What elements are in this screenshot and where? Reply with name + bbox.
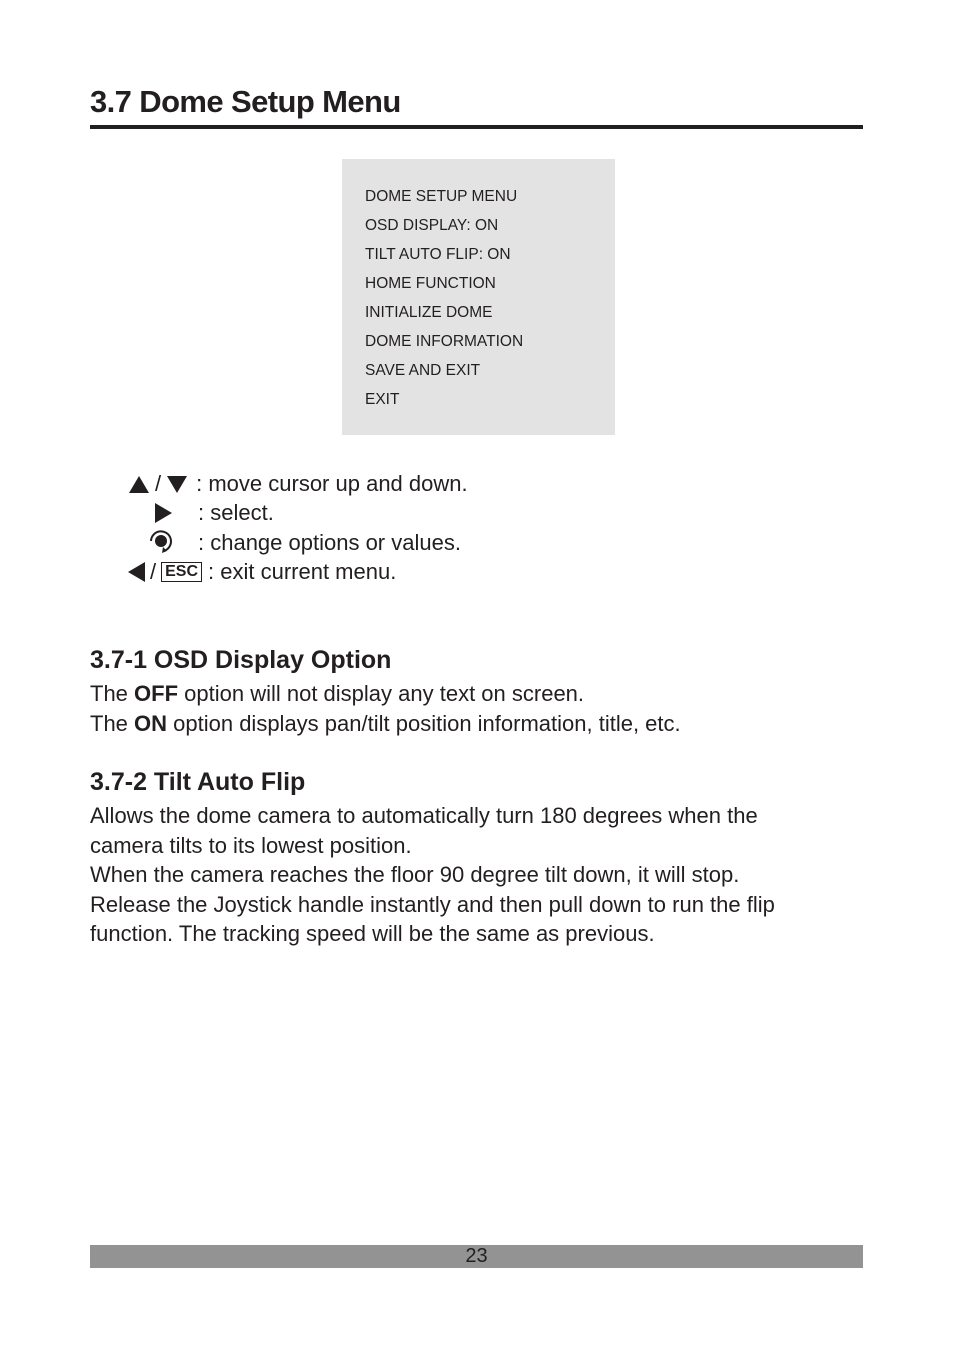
title-divider [90, 125, 863, 129]
arrow-down-icon [167, 476, 187, 493]
osd-menu-item-save-and-exit: SAVE AND EXIT [365, 362, 481, 379]
osd-on-prefix: The [90, 710, 135, 736]
joystick-rotate-icon [146, 529, 176, 557]
esc-key-icon: ESC [161, 562, 202, 582]
arrow-left-icon [128, 562, 145, 582]
page-number: 23 [465, 1245, 488, 1267]
paragraph-line: function. The tracking speed will be the same as previous. [90, 921, 655, 946]
osd-menu-item-initialize-dome: INITIALIZE DOME [365, 304, 493, 321]
osd-off-keyword: OFF [134, 681, 179, 706]
osd-off-suffix: option will not display any text on screen. [178, 681, 585, 706]
page-title: 3.7 Dome Setup Menu [90, 84, 401, 119]
osd-menu-item-home-function: HOME FUNCTION [365, 275, 496, 292]
arrow-up-icon [129, 476, 149, 493]
osd-menu-screen [342, 159, 615, 435]
osd-on-line [90, 709, 863, 739]
tilt-auto-flip-heading: 3.7-2 Tilt Auto Flip [90, 768, 306, 796]
legend-slash: / [150, 559, 157, 584]
osd-menu-title: DOME SETUP MENU [365, 188, 518, 205]
paragraph-line: When the camera reaches the floor 90 degree tilt down, it will stop. [90, 862, 740, 887]
osd-off-line [90, 679, 863, 709]
legend-row-exit [128, 558, 396, 586]
legend-row-change [146, 529, 461, 557]
osd-off-prefix: The [90, 681, 135, 706]
osd-display-description [90, 679, 863, 738]
legend-row-move [129, 470, 468, 498]
legend-select-text: : select. [198, 500, 274, 525]
legend-row-select [155, 499, 274, 527]
arrow-right-icon [155, 503, 172, 523]
paragraph-line: camera tilts to its lowest position. [90, 832, 412, 858]
osd-on-suffix: option displays pan/tilt position information, title, etc. [167, 710, 681, 736]
osd-menu-item-tilt-auto-flip: TILT AUTO FLIP: ON [365, 246, 511, 263]
legend-change-text: : change options or values. [198, 530, 461, 555]
paragraph-line: Release the Joystick handle instantly and then pull down to run the flip [90, 891, 775, 917]
osd-menu-item-dome-information: DOME INFORMATION [365, 333, 524, 350]
legend-exit-text: : exit current menu. [208, 559, 397, 584]
osd-on-keyword: ON [134, 710, 168, 736]
footer-bar [90, 1245, 863, 1268]
legend-move-text: : move cursor up and down. [196, 471, 468, 496]
osd-display-heading: 3.7-1 OSD Display Option [90, 646, 392, 674]
osd-menu-list [365, 186, 523, 418]
tilt-auto-flip-description [90, 801, 863, 949]
paragraph-line: Allows the dome camera to automatically turn 180 degrees when the [90, 803, 758, 828]
osd-menu-item-osd-display: OSD DISPLAY: ON [365, 217, 499, 234]
legend-slash: / [155, 471, 162, 496]
osd-menu-item-exit: EXIT [365, 391, 400, 408]
